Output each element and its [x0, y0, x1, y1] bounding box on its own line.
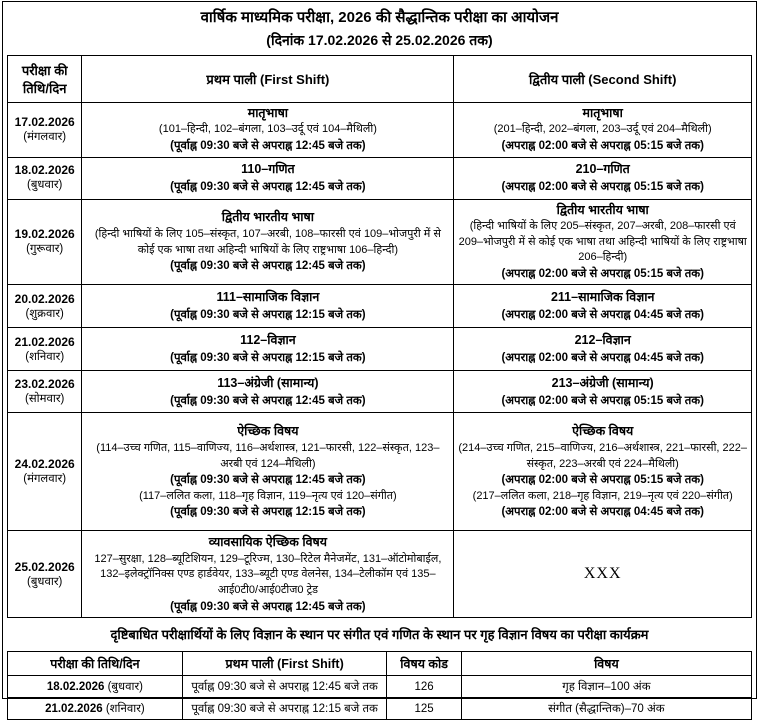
exam-date-cell [8, 531, 82, 618]
exam-day: (शुक्रवार) [25, 307, 64, 320]
second-shift-cell [454, 199, 752, 285]
exam-schedule-body [8, 102, 752, 618]
cell-line: XXX [583, 565, 622, 583]
subject-code-cell: 126 [387, 676, 461, 698]
second-shift-cell [454, 531, 752, 618]
second-shift-cell [454, 102, 752, 157]
cell-line: 210–गणित [575, 161, 630, 176]
cell-line: (अपराह्न 02:00 बजे से अपराह्न 04:45 बजे तक) [501, 352, 704, 365]
cell-line: (117–ललित कला, 118–गृह विज्ञान, 119–नृत्य एवं 120–संगीत) [139, 489, 397, 502]
cell-line: (अपराह्न 02:00 बजे से अपराह्न 05:15 बजे तक) [501, 180, 704, 193]
first-shift-cell [82, 285, 454, 328]
page-subtitle: (दिनांक 17.02.2026 से 25.02.2026 तक) [266, 31, 493, 48]
shift-time-cell: पूर्वाह्न 09:30 बजे से अपराह्न 12:45 बजे तक [182, 676, 387, 698]
cell-line: 211–सामाजिक विज्ञान [550, 290, 655, 305]
exam-date-cell [8, 285, 82, 328]
cell-line: (101–हिन्दी, 102–बंगला, 103–उर्दू एवं 104–मैथिली) [158, 123, 377, 136]
column-header-2: विषय कोड [387, 652, 461, 676]
first-shift-cell [82, 328, 454, 371]
exam-date-cell [8, 371, 82, 413]
table-row [8, 371, 752, 413]
subject-code-cell: 125 [387, 698, 461, 720]
cell-line: (पूर्वाह्न 09:30 बजे से अपराह्न 12:45 बजे तक) [170, 600, 366, 613]
cell-line: (अपराह्न 02:00 बजे से अपराह्न 05:15 बजे तक) [501, 394, 704, 407]
table-row [8, 102, 752, 157]
cell-line: (पूर्वाह्न 09:30 बजे से अपराह्न 12:45 बजे तक) [170, 474, 366, 487]
accessibility-section-title: दृष्टिबाधित परीक्षार्थियों के लिए विज्ञान के स्थान पर संगीत एवं गणित के स्थान पर गृह विज्ञान विषय का परीक्षा कार्यक्रम [110, 627, 649, 643]
table-row [8, 157, 752, 199]
exam-schedule-table [7, 55, 752, 619]
subject-cell: गृह विज्ञान–100 अंक [461, 676, 751, 698]
table-row [8, 285, 752, 328]
cell-line: (अपराह्न 02:00 बजे से अपराह्न 05:15 बजे तक) [501, 474, 704, 487]
first-shift-cell [82, 371, 454, 413]
table-row [8, 531, 752, 618]
cell-line: 110–गणित [241, 161, 295, 176]
cell-line: ऐच्छिक विषय [237, 424, 299, 439]
exam-date-cell [8, 199, 82, 285]
cell-line: (पूर्वाह्न 09:30 बजे से अपराह्न 12:15 बजे तक) [170, 506, 366, 519]
cell-line: व्यावसायिक ऐच्छिक विषय [208, 534, 327, 549]
cell-line: (अपराह्न 02:00 बजे से अपराह्न 05:15 बजे तक) [501, 268, 704, 281]
cell-line: (पूर्वाह्न 09:30 बजे से अपराह्न 12:15 बजे तक) [170, 309, 366, 322]
exam-date: 18.02.2026 [46, 681, 105, 694]
exam-day: (शनिवार) [25, 350, 65, 363]
first-shift-cell [82, 157, 454, 199]
column-header-1: प्रथम पाली (First Shift) [82, 55, 454, 102]
accessibility-table-header [8, 652, 752, 676]
shift-time-cell: पूर्वाह्न 09:30 बजे से अपराह्न 12:15 बजे तक [182, 698, 387, 720]
table-row [8, 199, 752, 285]
cell-line: (214–उच्च गणित, 215–वाणिज्य, 216–अर्थशास्त्र, 221–फारसी, 222–संस्कृत, 223–अरबी एवं 224–मैथिली) [458, 442, 748, 470]
second-shift-cell [454, 413, 752, 531]
cell-line: 112–विज्ञान [240, 333, 296, 348]
cell-line: (पूर्वाह्न 09:30 बजे से अपराह्न 12:45 बजे तक) [170, 260, 366, 273]
exam-date: 21.02.2026 [14, 334, 75, 349]
exam-date: 23.02.2026 [14, 377, 75, 392]
exam-date: 20.02.2026 [14, 291, 75, 306]
cell-line: (हिन्दी भाषियों के लिए 105–संस्कृत, 107–अरबी, 108–फारसी एवं 109–भोजपुरी में से कोई एक भाषा तथा अहिन्दी भाषियों के लिए राष्ट्रभाषा 106–हिन्दी) [94, 228, 441, 256]
table-row [8, 676, 752, 698]
cell-line: (अपराह्न 02:00 बजे से अपराह्न 04:45 बजे तक) [501, 506, 704, 519]
exam-date: 21.02.2026 [45, 703, 103, 716]
exam-day: (मंगलवार) [23, 130, 67, 143]
second-shift-cell [454, 371, 752, 413]
exam-date-cell [8, 328, 82, 371]
exam-date-cell [8, 102, 82, 157]
exam-date-cell: 18.02.2026 (बुधवार) [8, 676, 183, 698]
page-title: वार्षिक माध्यमिक परीक्षा, 2026 की सैद्धान्तिक परीक्षा का आयोजन [200, 9, 559, 26]
column-header-1: प्रथम पाली (First Shift) [182, 652, 387, 676]
cell-line: ऐच्छिक विषय [572, 424, 634, 439]
exam-day: (मंगलवार) [23, 473, 67, 486]
column-header-2: द्वितीय पाली (Second Shift) [454, 55, 752, 102]
table-row [8, 328, 752, 371]
header-row [8, 652, 752, 676]
exam-day: (बुधवार) [27, 179, 63, 192]
exam-date: 17.02.2026 [14, 114, 75, 129]
cell-line: (114–उच्च गणित, 115–वाणिज्य, 116–अर्थशास्त्र, 121–फारसी, 122–संस्कृत, 123–अरबी एवं 124–मैथिली) [96, 442, 440, 470]
exam-date: 25.02.2026 [14, 559, 75, 574]
second-shift-cell [454, 157, 752, 199]
cell-line: (अपराह्न 02:00 बजे से अपराह्न 05:15 बजे तक) [501, 140, 704, 153]
cell-line: द्वितीय भारतीय भाषा [221, 210, 314, 225]
cell-line: (अपराह्न 02:00 बजे से अपराह्न 04:45 बजे तक) [501, 309, 704, 322]
second-shift-cell [454, 285, 752, 328]
second-shift-cell [454, 328, 752, 371]
exam-schedule-header [8, 55, 752, 102]
subject-cell: संगीत (सैद्धान्तिक)–70 अंक [461, 698, 751, 720]
cell-line: (पूर्वाह्न 09:30 बजे से अपराह्न 12:45 बजे तक) [170, 180, 366, 193]
first-shift-cell [82, 199, 454, 285]
exam-day: (बुधवार) [27, 575, 63, 588]
table-row [8, 413, 752, 531]
cell-line: 111–सामाजिक विज्ञान [216, 290, 320, 305]
exam-date: 18.02.2026 [14, 163, 75, 178]
cell-line: (201–हिन्दी, 202–बंगला, 203–उर्दू एवं 204–मैथिली) [493, 123, 712, 136]
exam-date-cell [8, 157, 82, 199]
cell-line: 127–सुरक्षा, 128–ब्यूटिशियन, 129–टूरिज्म, 130–रिटेल मैनेजमेंट, 131–ऑटोमोबाईल, 132–इलेक्ट्रॉनिक्स एण्ड हार्डवेयर, 133–ब्यूटी एण्ड वेलनेस, 134–टेलीकॉम एवं 135–आई0टी0/आई0टीज0 ट्रेड [94, 552, 442, 596]
exam-date-cell: 21.02.2026 (शनिवार) [8, 698, 183, 720]
cell-line: 213–अंग्रेजी (सामान्य) [551, 375, 654, 390]
first-shift-cell [82, 531, 454, 618]
cell-line: (पूर्वाह्न 09:30 बजे से अपराह्न 12:45 बजे तक) [170, 140, 366, 153]
accessibility-table [7, 651, 752, 720]
cell-line: (पूर्वाह्न 09:30 बजे से अपराह्न 12:45 बजे तक) [170, 394, 366, 407]
exam-day: (गुरूवार) [26, 243, 64, 256]
exam-date: 24.02.2026 [14, 457, 75, 472]
table-row [8, 698, 752, 720]
cell-line: मातृभाषा [247, 105, 289, 120]
exam-day: (सोमवार) [25, 393, 65, 406]
column-header-3: विषय [461, 652, 751, 676]
cell-line: 113–अंग्रेजी (सामान्य) [217, 375, 319, 390]
column-header-0: परीक्षा की तिथि/दिन [8, 55, 82, 102]
cell-line: द्वितीय भारतीय भाषा [556, 202, 649, 217]
header-row [8, 55, 752, 102]
column-header-0: परीक्षा की तिथि/दिन [8, 652, 183, 676]
cell-line: मातृभाषा [582, 105, 623, 120]
cell-line: (217–ललित कला, 218–गृह विज्ञान, 219–नृत्य एवं 220–संगीत) [472, 489, 733, 502]
first-shift-cell [82, 413, 454, 531]
exam-date-cell [8, 413, 82, 531]
cell-line: (हिन्दी भाषियों के लिए 205–संस्कृत, 207–अरबी, 208–फारसी एवं 209–भोजपुरी में से कोई एक भाषा तथा अहिन्दी भाषियों के लिए राष्ट्रभाषा 206–हिन्दी) [458, 220, 747, 264]
exam-date: 19.02.2026 [14, 227, 75, 242]
first-shift-cell [82, 102, 454, 157]
cell-line: (पूर्वाह्न 09:30 बजे से अपराह्न 12:15 बजे तक) [170, 352, 366, 365]
document [2, 1, 757, 716]
cell-line: 212–विज्ञान [574, 333, 631, 348]
accessibility-table-body [8, 676, 752, 720]
